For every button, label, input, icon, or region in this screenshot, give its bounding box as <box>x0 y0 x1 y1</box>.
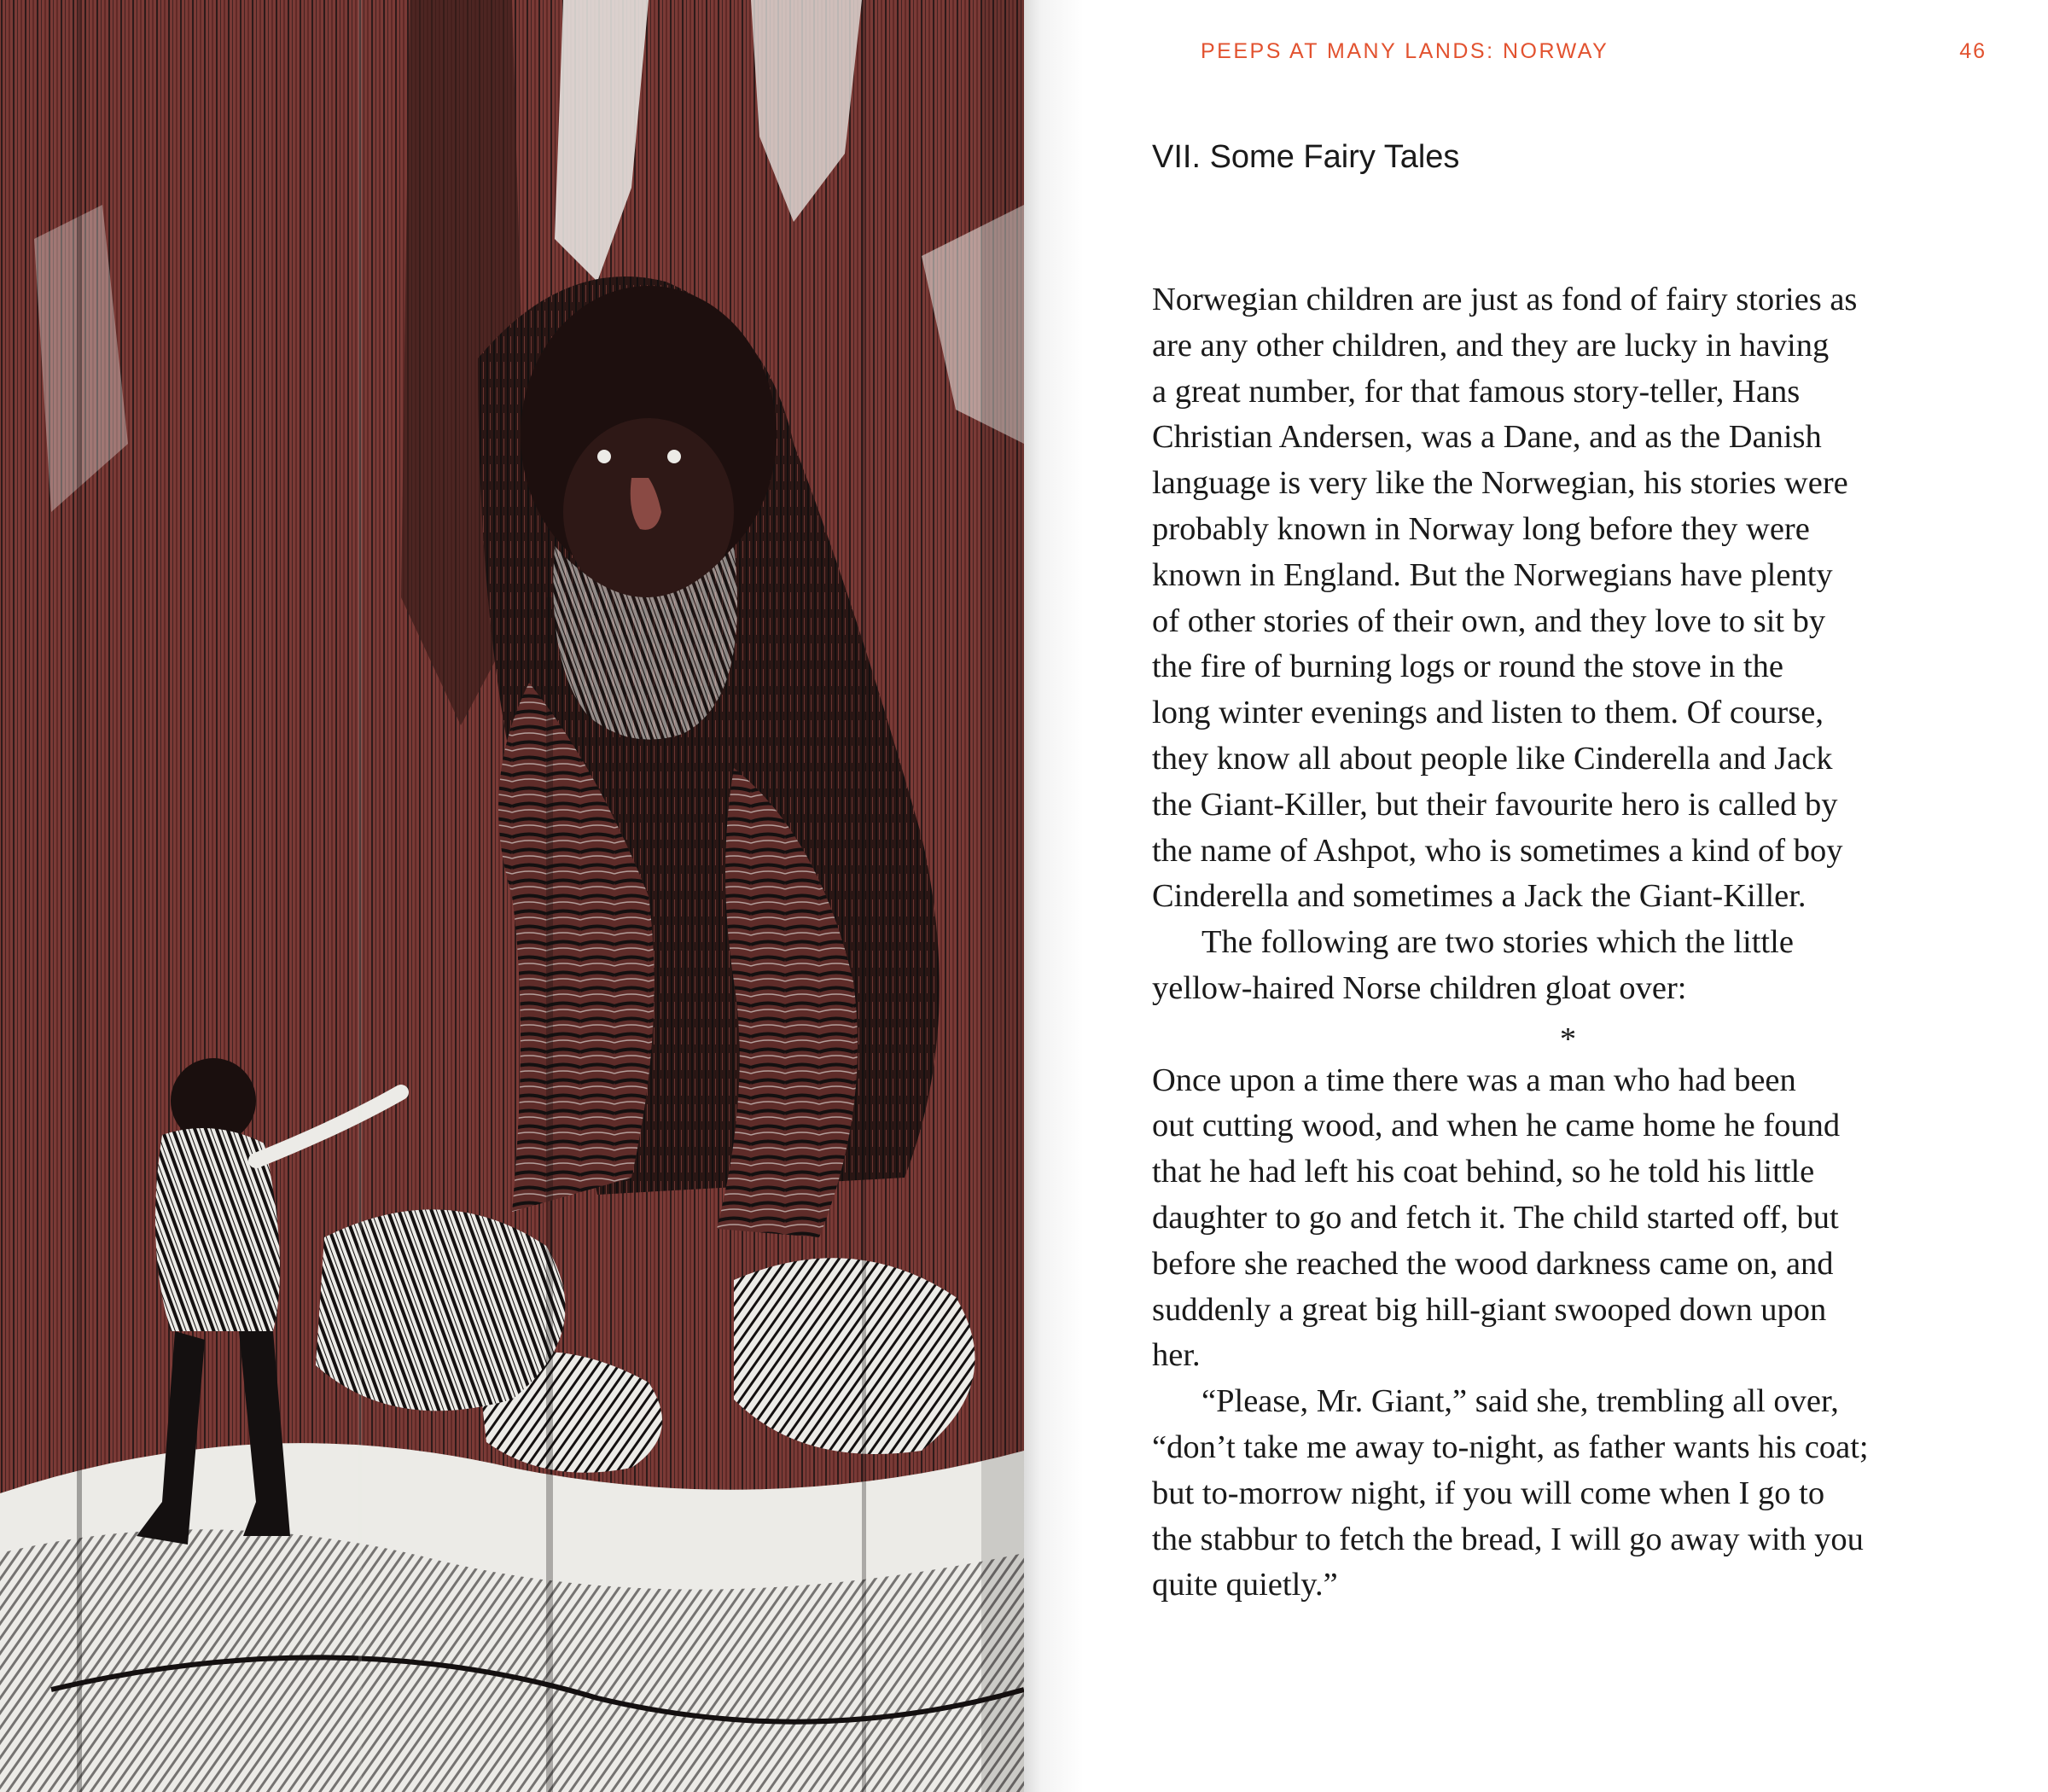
text-line: the stabbur to fetch the bread, I will go away with you <box>1152 1521 1864 1557</box>
text-line: Once upon a time there was a man who had been <box>1152 1062 1796 1098</box>
text-line: her. <box>1152 1337 1201 1374</box>
text-line: probably known in Norway long before they were <box>1152 510 1810 547</box>
page-number: 46 <box>1959 39 1987 63</box>
text-line: a great number, for that famous story-teller, Hans <box>1152 373 1801 410</box>
text-line: yellow-haired Norse children gloat over: <box>1152 969 1687 1006</box>
running-head: PEEPS AT MANY LANDS: NORWAY <box>1201 39 1609 63</box>
text-line: that he had left his coat behind, so he told his little <box>1152 1154 1815 1190</box>
text-line: of other stories of their own, and they love to sit by <box>1152 602 1826 639</box>
text-line: Norwegian children are just as fond of fairy stories as <box>1152 282 1858 317</box>
paragraph-2 <box>1152 920 2005 1012</box>
text-line: suddenly a great big hill-giant swooped down upon <box>1152 1291 1827 1328</box>
paragraph-1 <box>1152 277 2005 920</box>
text-line: out cutting wood, and when he came home he found <box>1152 1108 1841 1144</box>
chapter-title: VII. Some Fairy Tales <box>1152 139 1460 175</box>
text-page <box>1024 0 2048 1792</box>
section-separator: * <box>1559 1021 1577 1057</box>
paragraph-3 <box>1152 1058 2005 1380</box>
text-line: the fire of burning logs or round the stove in the <box>1152 649 1783 685</box>
body-text <box>1152 277 2005 1609</box>
text-line: “don’t take me away to-night, as father wants his coat; <box>1152 1428 1869 1465</box>
text-line: “Please, Mr. Giant,” said she, trembling all over, <box>1201 1383 1839 1420</box>
text-line: are any other children, and they are lucky in having <box>1152 327 1830 364</box>
text-line: The following are two stories which the little <box>1201 924 1794 961</box>
paragraph-4 <box>1152 1379 2005 1609</box>
text-line: quite quietly.” <box>1152 1567 1338 1603</box>
text-line: Cinderella and sometimes a Jack the Giant-Killer. <box>1152 878 1807 915</box>
text-line: before she reached the wood darkness came on, and <box>1152 1245 1834 1282</box>
text-line: known in England. But the Norwegians have plenty <box>1152 556 1833 593</box>
text-line: they know all about people like Cinderella and Jack <box>1152 740 1833 777</box>
text-line: Christian Andersen, was a Dane, and as the Danish <box>1152 419 1822 456</box>
text-line: the name of Ashpot, who is sometimes a kind of boy <box>1152 832 1843 869</box>
text-line: but to-morrow night, if you will come when I go to <box>1152 1475 1825 1511</box>
text-line: the Giant-Killer, but their favourite hero is called by <box>1152 786 1838 823</box>
text-line: daughter to go and fetch it. The child started off, but <box>1152 1199 1839 1236</box>
text-line: long winter evenings and listen to them. Of course, <box>1152 695 1824 731</box>
text-line: language is very like the Norwegian, his stories were <box>1152 465 1848 502</box>
